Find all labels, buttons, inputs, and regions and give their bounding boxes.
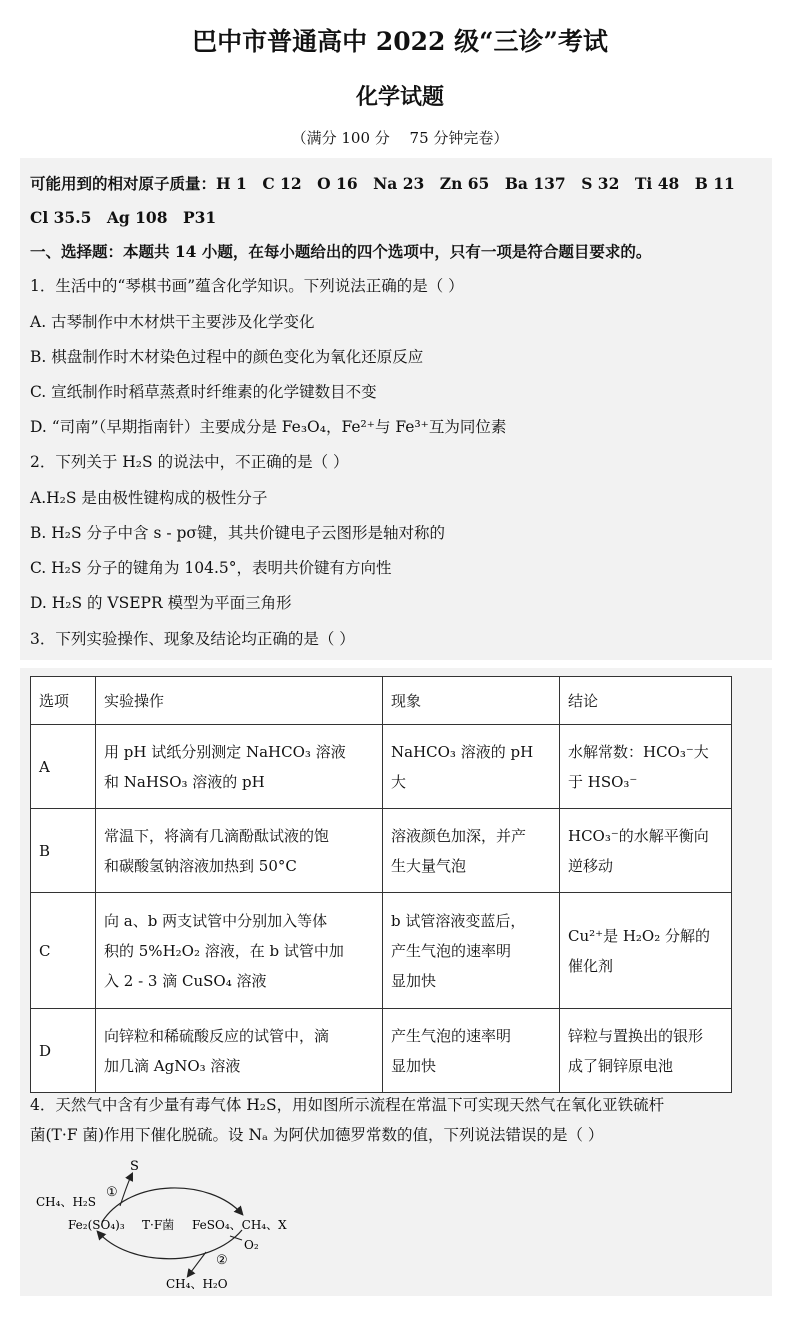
table-cell-observation: b 试管溶液变蓝后， 产生气泡的速率明 显加快: [383, 893, 560, 1009]
page-title: 巴中市普通高中 2022 级“三诊”考试: [192, 27, 608, 56]
sulfur-label: S: [130, 1160, 139, 1174]
table-cell-observation: 产生气泡的速率明 显加快: [383, 1009, 560, 1093]
table-cell-operation: 向 a、b 两支试管中分别加入等体 积的 5%H₂O₂ 溶液，在 b 试管中加 入 2 - 3 滴 CuSO₄ 溶液: [96, 893, 383, 1009]
table-cell-conclusion: 锌粒与置换出的银形 成了铜锌原电池: [560, 1009, 732, 1093]
table-cell-option: B: [31, 809, 96, 893]
atomic-masses-line2: Cl 35.5 Ag 108 P31: [30, 208, 217, 227]
question-1-option-d: D. “司南”（早期指南针）主要成分是 Fe₃O₄，Fe²⁺与 Fe³⁺互为同位素: [30, 418, 507, 436]
table-header: 选项: [31, 677, 96, 725]
desulfurization-cycle-diagram: [30, 1160, 310, 1292]
question-4-stem: [30, 1090, 760, 1150]
table-row: [31, 725, 732, 809]
table-cell-option: D: [31, 1009, 96, 1093]
table-cell-observation: 溶液颜色加深，并产 生大量气泡: [383, 809, 560, 893]
table-row: [31, 1009, 732, 1093]
table-header-row: [31, 677, 732, 725]
table-cell-conclusion: 水解常数：HCO₃⁻大 于 HSO₃⁻: [560, 725, 732, 809]
cycle-top-arc: [102, 1188, 242, 1222]
question-4-line2: 菌(T·F 菌)作用下催化脱硫。设 Nₐ 为阿伏加德罗常数的值，下列说法错误的是（ ）: [30, 1126, 604, 1144]
question-3-stem: 3．下列实验操作、现象及结论均正确的是（ ）: [30, 630, 355, 648]
oxygen-label: O₂: [244, 1238, 259, 1252]
section-heading: 一、选择题：本题共 14 小题，在每小题给出的四个选项中，只有一项是符合题目要求的。: [30, 242, 652, 261]
table-cell-operation: 常温下，将滴有几滴酚酞试液的饱 和碳酸氢钠溶液加热到 50°C: [96, 809, 383, 893]
step-1-label: ①: [106, 1185, 118, 1200]
question-panel-top: [20, 158, 772, 660]
question-2-stem: 2．下列关于 H₂S 的说法中，不正确的是（ ）: [30, 453, 349, 471]
table-cell-operation: 用 pH 试纸分别测定 NaHCO₃ 溶液 和 NaHSO₃ 溶液的 pH: [96, 725, 383, 809]
reactants-label: CH₄、H₂S: [36, 1195, 96, 1209]
question-1-stem: 1．生活中的“琴棋书画”蕴含化学知识。下列说法正确的是（ ）: [30, 277, 464, 295]
products-label: CH₄、H₂O: [166, 1277, 228, 1291]
question-4-line1: 4．天然气中含有少量有毒气体 H₂S，用如图所示流程在常温下可实现天然气在氧化亚铁硫杆: [30, 1096, 665, 1114]
question-1-option-a: A. 古琴制作中木材烘干主要涉及化学变化: [30, 313, 315, 331]
table-header: 结论: [560, 677, 732, 725]
step-2-label: ②: [216, 1253, 228, 1268]
page-subtitle: 化学试题: [355, 84, 444, 110]
question-1-option-b: B. 棋盘制作时木材染色过程中的颜色变化为氧化还原反应: [30, 348, 424, 366]
experiment-table: [30, 676, 732, 1093]
atomic-masses-line1: 可能用到的相对原子质量：H 1 C 12 O 16 Na 23 Zn 65 Ba 137 S 32 Ti 48 B 11: [30, 174, 735, 193]
question-2-option-b: B. H₂S 分子中含 s - pσ键，其共价键电子云图形是轴对称的: [30, 524, 445, 542]
table-row: [31, 809, 732, 893]
tf-bacteria-label: T·F菌: [142, 1218, 175, 1232]
table-cell-observation: NaHCO₃ 溶液的 pH 大: [383, 725, 560, 809]
table-header: 现象: [383, 677, 560, 725]
table-header: 实验操作: [96, 677, 383, 725]
question-2-option-c: C. H₂S 分子的键角为 104.5°，表明共价键有方向性: [30, 559, 392, 577]
exam-meta: （满分 100 分 75 分钟完卷）: [291, 129, 509, 147]
table-cell-option: A: [31, 725, 96, 809]
table-cell-option: C: [31, 893, 96, 1009]
question-2-option-d: D. H₂S 的 VSEPR 模型为平面三角形: [30, 594, 292, 612]
sulfur-branch-arrow: [120, 1174, 132, 1206]
table-row: [31, 893, 732, 1009]
question-2-option-a: A.H₂S 是由极性键构成的极性分子: [30, 489, 268, 507]
ferric-sulfate-label: Fe₂(SO₄)₃: [68, 1218, 125, 1232]
table-cell-conclusion: HCO₃⁻的水解平衡向 逆移动: [560, 809, 732, 893]
table-cell-conclusion: Cu²⁺是 H₂O₂ 分解的 催化剂: [560, 893, 732, 1009]
question-1-option-c: C. 宣纸制作时稻草蒸煮时纤维素的化学键数目不变: [30, 383, 377, 401]
ferrous-sulfate-label: FeSO₄、CH₄、X: [192, 1218, 287, 1232]
table-cell-operation: 向锌粒和稀硫酸反应的试管中，滴 加几滴 AgNO₃ 溶液: [96, 1009, 383, 1093]
